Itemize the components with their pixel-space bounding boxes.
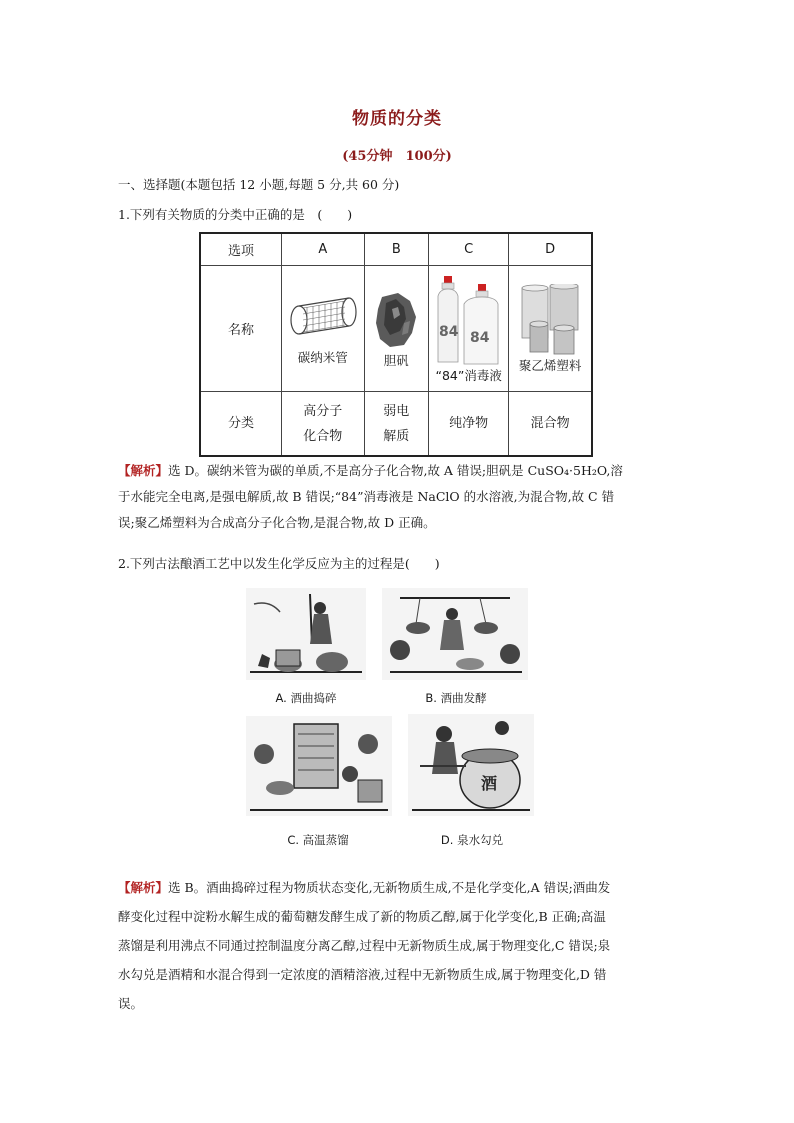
analysis-1-tag: 【解析】	[118, 463, 169, 478]
question-2-stem: 2.下列古法酿酒工艺中以发生化学反应为主的过程是( )	[118, 556, 440, 571]
question-2-analysis	[118, 873, 678, 1018]
option-a-header: A	[282, 233, 365, 266]
question-1-stem: 1.下列有关物质的分类中正确的是 ( )	[118, 207, 353, 222]
option-b-class-line1: 弱电	[383, 403, 410, 419]
option-b-header: B	[364, 233, 428, 266]
analysis-1-line-2: 于水能完全电离,是强电解质,故 B 错误;“84”消毒液是 NaClO 的水溶液,为混合物,故 C 错	[118, 489, 615, 504]
option-a-name: 碳纳米管	[297, 349, 348, 365]
option-c-class-line1: 纯净物	[449, 416, 489, 431]
analysis-2-line-1-text: 选 B。酒曲捣碎过程为物质状态变化,无新物质生成,不是化学变化,A 错误;酒曲发	[168, 880, 611, 895]
option-d-class-line1: 混合物	[530, 416, 570, 431]
option-b-class	[364, 392, 428, 457]
analysis-2-line-2: 酵变化过程中淀粉水解生成的葡萄糖发酵生成了新的物质乙醇,属于化学变化,B 正确;高温	[118, 909, 606, 924]
table-class-row	[200, 392, 592, 457]
question-1-analysis	[118, 458, 678, 536]
caption-b: B. 酒曲发酵	[425, 691, 487, 705]
scene-a-image	[246, 588, 366, 680]
scene-c-image	[246, 716, 392, 816]
option-a-class-line1: 高分子	[303, 403, 343, 419]
option-b-name: 胆矾	[383, 352, 409, 368]
analysis-1-line-1-text: 选 D。碳纳米管为碳的单质,不是高分子化合物,故 A 错误;胆矾是 CuSO₄·5H₂O,溶	[168, 463, 623, 478]
option-a-cell	[282, 266, 365, 392]
brewing-scenes-svg	[240, 584, 540, 846]
plastic-film-rolls-image	[514, 284, 586, 356]
caption-d: D. 泉水勾兑	[440, 833, 504, 847]
carbon-nanotube-image	[287, 292, 359, 348]
analysis-1-line-3: 误;聚乙烯塑料为合成高分子化合物,是混合物,故 D 正确。	[118, 515, 436, 530]
table-name-row	[200, 266, 592, 392]
caption-c: C. 高温蒸馏	[287, 833, 349, 847]
caption-a: A. 酒曲捣碎	[275, 691, 337, 705]
option-a-class-line2: 化合物	[303, 428, 343, 444]
option-d-name: 聚乙烯塑料	[518, 357, 582, 373]
bottle-label-left: 84	[438, 323, 459, 340]
brewing-illustration	[240, 584, 540, 846]
option-d-cell	[509, 266, 592, 392]
option-d-header: D	[509, 233, 592, 266]
analysis-2-line-4: 水勾兑是酒精和水混合得到一定浓度的酒精溶液,过程中无新物质生成,属于物理变化,D 错	[118, 967, 607, 982]
analysis-1-line-1	[118, 458, 678, 484]
table-header-row	[200, 233, 592, 266]
copper-sulfate-crystal-image	[368, 289, 424, 351]
page-title: 物质的分类	[352, 109, 442, 129]
section-heading: 一、选择题(本题包括 12 小题,每题 5 分,共 60 分)	[118, 177, 400, 192]
analysis-2-line-3: 蒸馏是利用沸点不同通过控制温度分离乙醇,过程中无新物质生成,属于物理变化,C 错误;泉	[118, 938, 611, 953]
class-label: 分类	[200, 392, 282, 457]
scene-d-image	[408, 714, 534, 816]
analysis-2-line-1	[118, 873, 678, 902]
option-c-class	[429, 392, 509, 457]
page-subtitle: (45分钟 100分)	[342, 149, 452, 164]
option-b-cell	[364, 266, 428, 392]
scene-b-image	[382, 588, 528, 680]
bleach-bottles-image	[434, 274, 504, 366]
option-b-class-line2: 解质	[383, 428, 410, 444]
jar-label: 酒	[481, 774, 498, 793]
name-label: 名称	[200, 266, 282, 392]
option-d-class	[509, 392, 592, 457]
option-a-class	[282, 392, 365, 457]
option-c-cell	[429, 266, 509, 392]
options-table	[199, 232, 593, 457]
bottle-label-right: 84	[469, 329, 490, 346]
analysis-2-tag: 【解析】	[118, 880, 169, 895]
analysis-2-line-5: 误。	[118, 996, 144, 1011]
table-header-label: 选项	[200, 233, 282, 266]
option-c-name: “84”消毒液	[435, 367, 502, 383]
option-c-header: C	[429, 233, 509, 266]
